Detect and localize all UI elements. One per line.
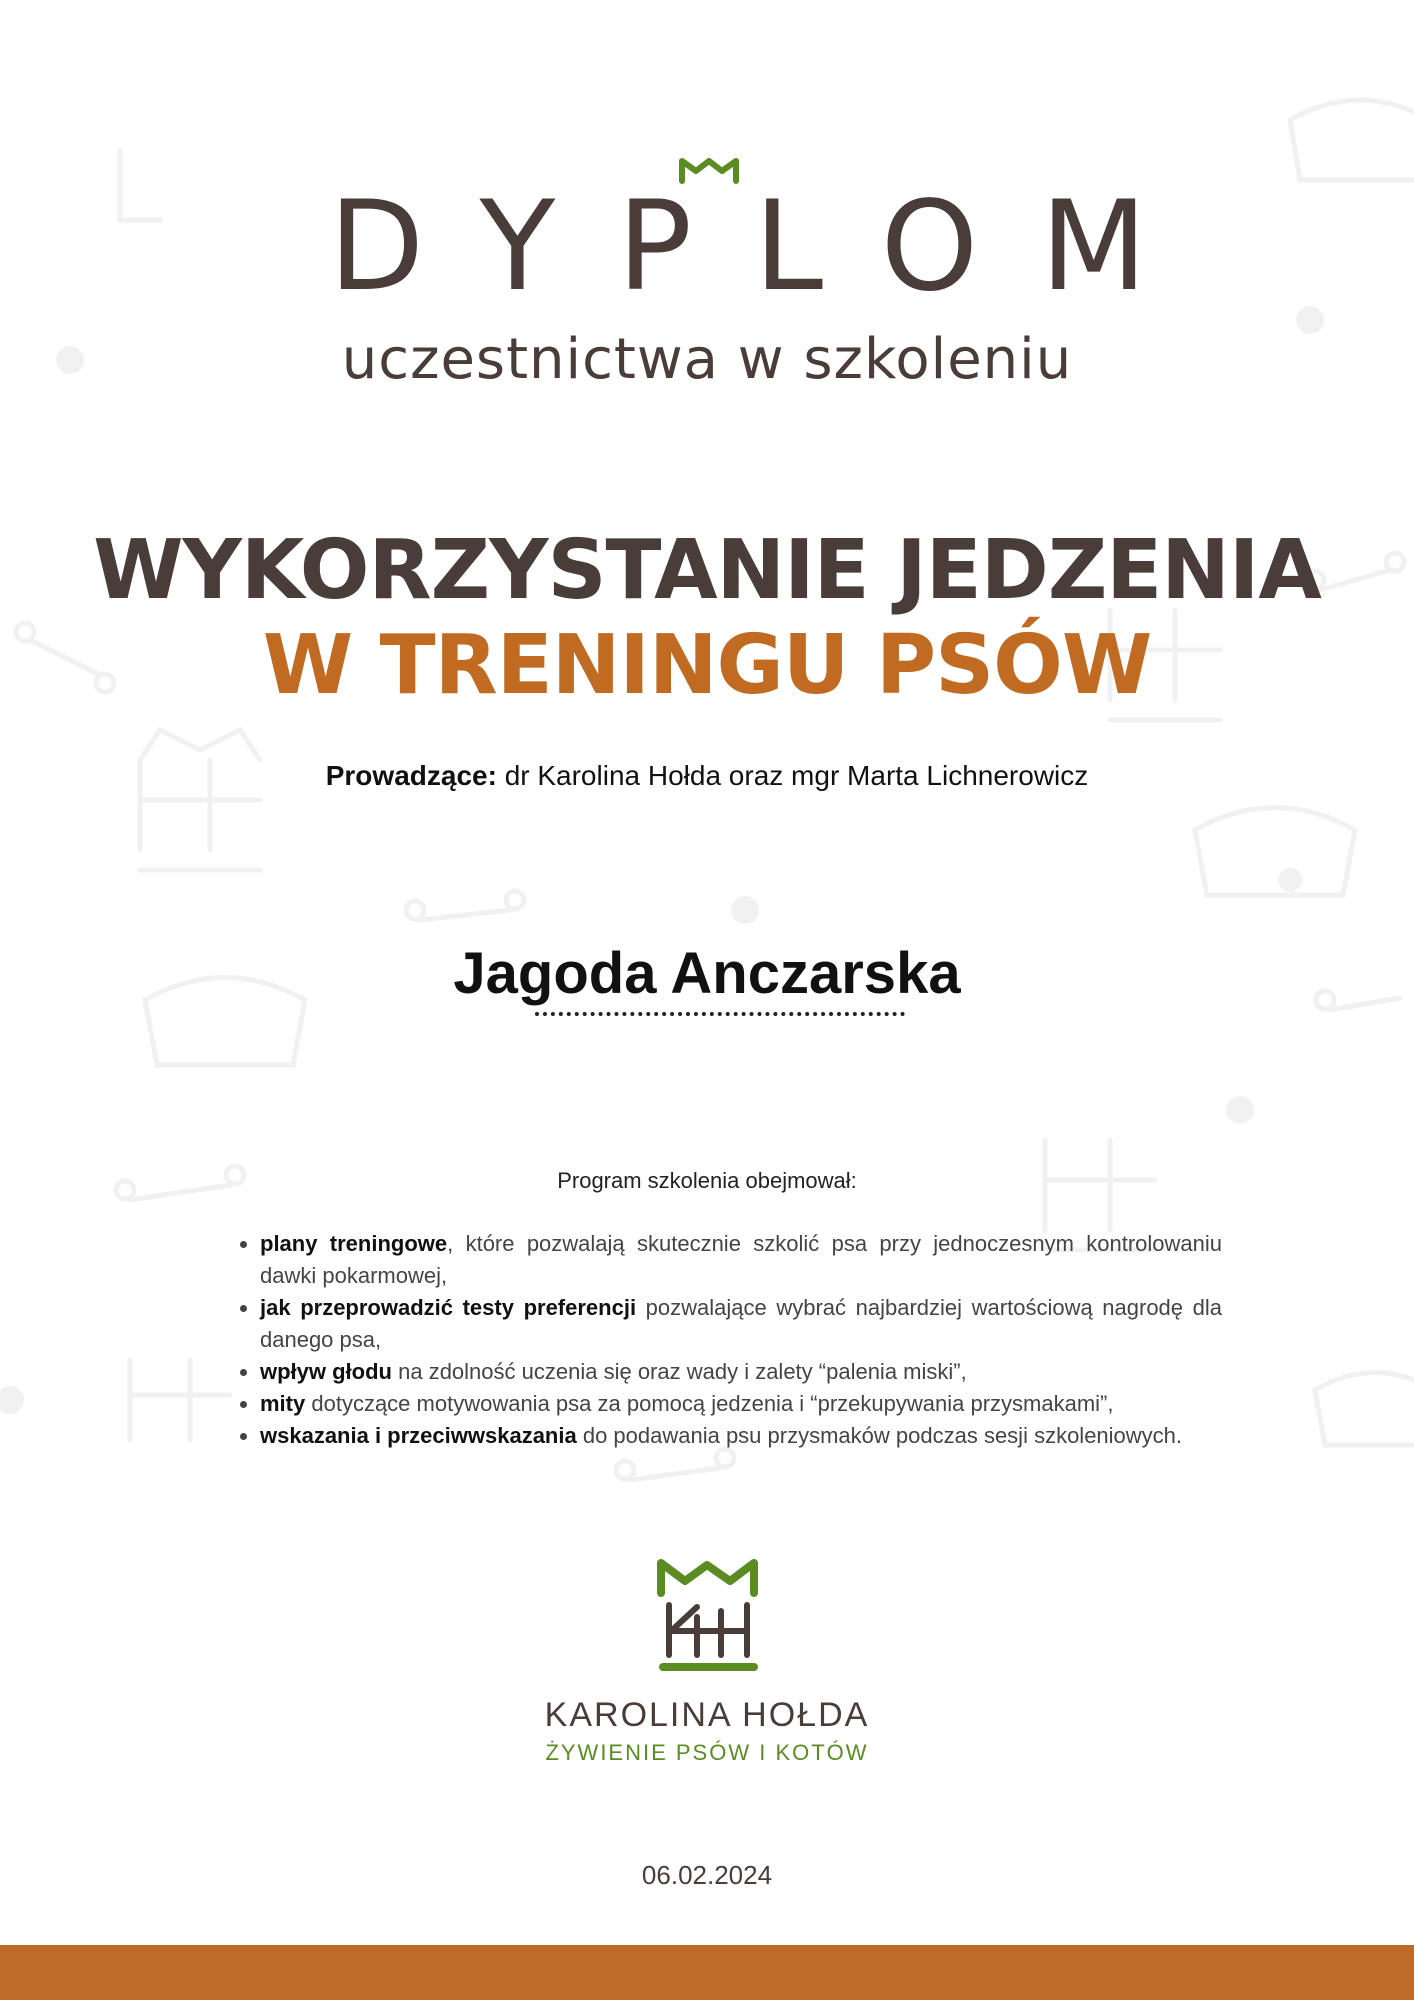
list-item-text: na zdolność uczenia się oraz wady i zalety “palenia miski”, <box>392 1359 967 1384</box>
brand-name: KAROLINA HOŁDA <box>544 1696 870 1734</box>
list-item <box>260 1292 1222 1356</box>
list-item-bold: wpływ głodu <box>260 1359 392 1384</box>
list-item-text: dotyczące motywowania psa za pomocą jedzenia i “przekupywania przysmakami”, <box>305 1391 1114 1416</box>
kh-logo-icon <box>655 1555 760 1680</box>
list-item-bold: mity <box>260 1391 306 1416</box>
diploma-title: DYPLOM <box>328 175 1210 319</box>
issue-date: 06.02.2024 <box>641 1860 773 1890</box>
instructors-line <box>0 762 1414 790</box>
brand-tagline: ŻYWIENIE PSÓW I KOTÓW <box>545 1740 869 1765</box>
program-list <box>232 1228 1222 1452</box>
list-item <box>260 1356 1222 1388</box>
list-item <box>260 1228 1222 1292</box>
bottom-bar <box>0 1945 1414 2000</box>
program-heading: Program szkolenia obejmował: <box>557 1168 857 1193</box>
list-item-bold: jak przeprowadzić testy preferencji <box>260 1295 637 1320</box>
list-item-text: , które pozwalają skutecznie szkolić psa przy jednoczesnym kontrolowaniu dawki pokarmowej, <box>260 1231 1222 1288</box>
list-item-bold: plany treningowe <box>260 1231 448 1256</box>
list-item-bold: wskazania i przeciwwskazania <box>260 1423 577 1448</box>
name-underline-dots <box>535 1004 905 1016</box>
list-item <box>260 1388 1222 1420</box>
instructors-label: Prowadzące: <box>325 760 497 791</box>
list-item <box>260 1420 1222 1452</box>
list-item-text: do podawania psu przysmaków podczas sesji szkoleniowych. <box>576 1423 1183 1448</box>
course-title-line-2: W TRENINGU PSÓW <box>262 618 1152 713</box>
list-item-text: pozwalające wybrać najbardziej wartościową nagrodę dla danego psa, <box>260 1295 1222 1352</box>
course-title-line-1: WYKORZYSTANIE JEDZENIA <box>93 523 1321 618</box>
instructors-names: dr Karolina Hołda oraz mgr Marta Lichnerowicz <box>504 760 1089 791</box>
participant-name: Jagoda Anczarska <box>453 941 961 1006</box>
diploma-subtitle: uczestnictwa w szkoleniu <box>341 327 1073 392</box>
